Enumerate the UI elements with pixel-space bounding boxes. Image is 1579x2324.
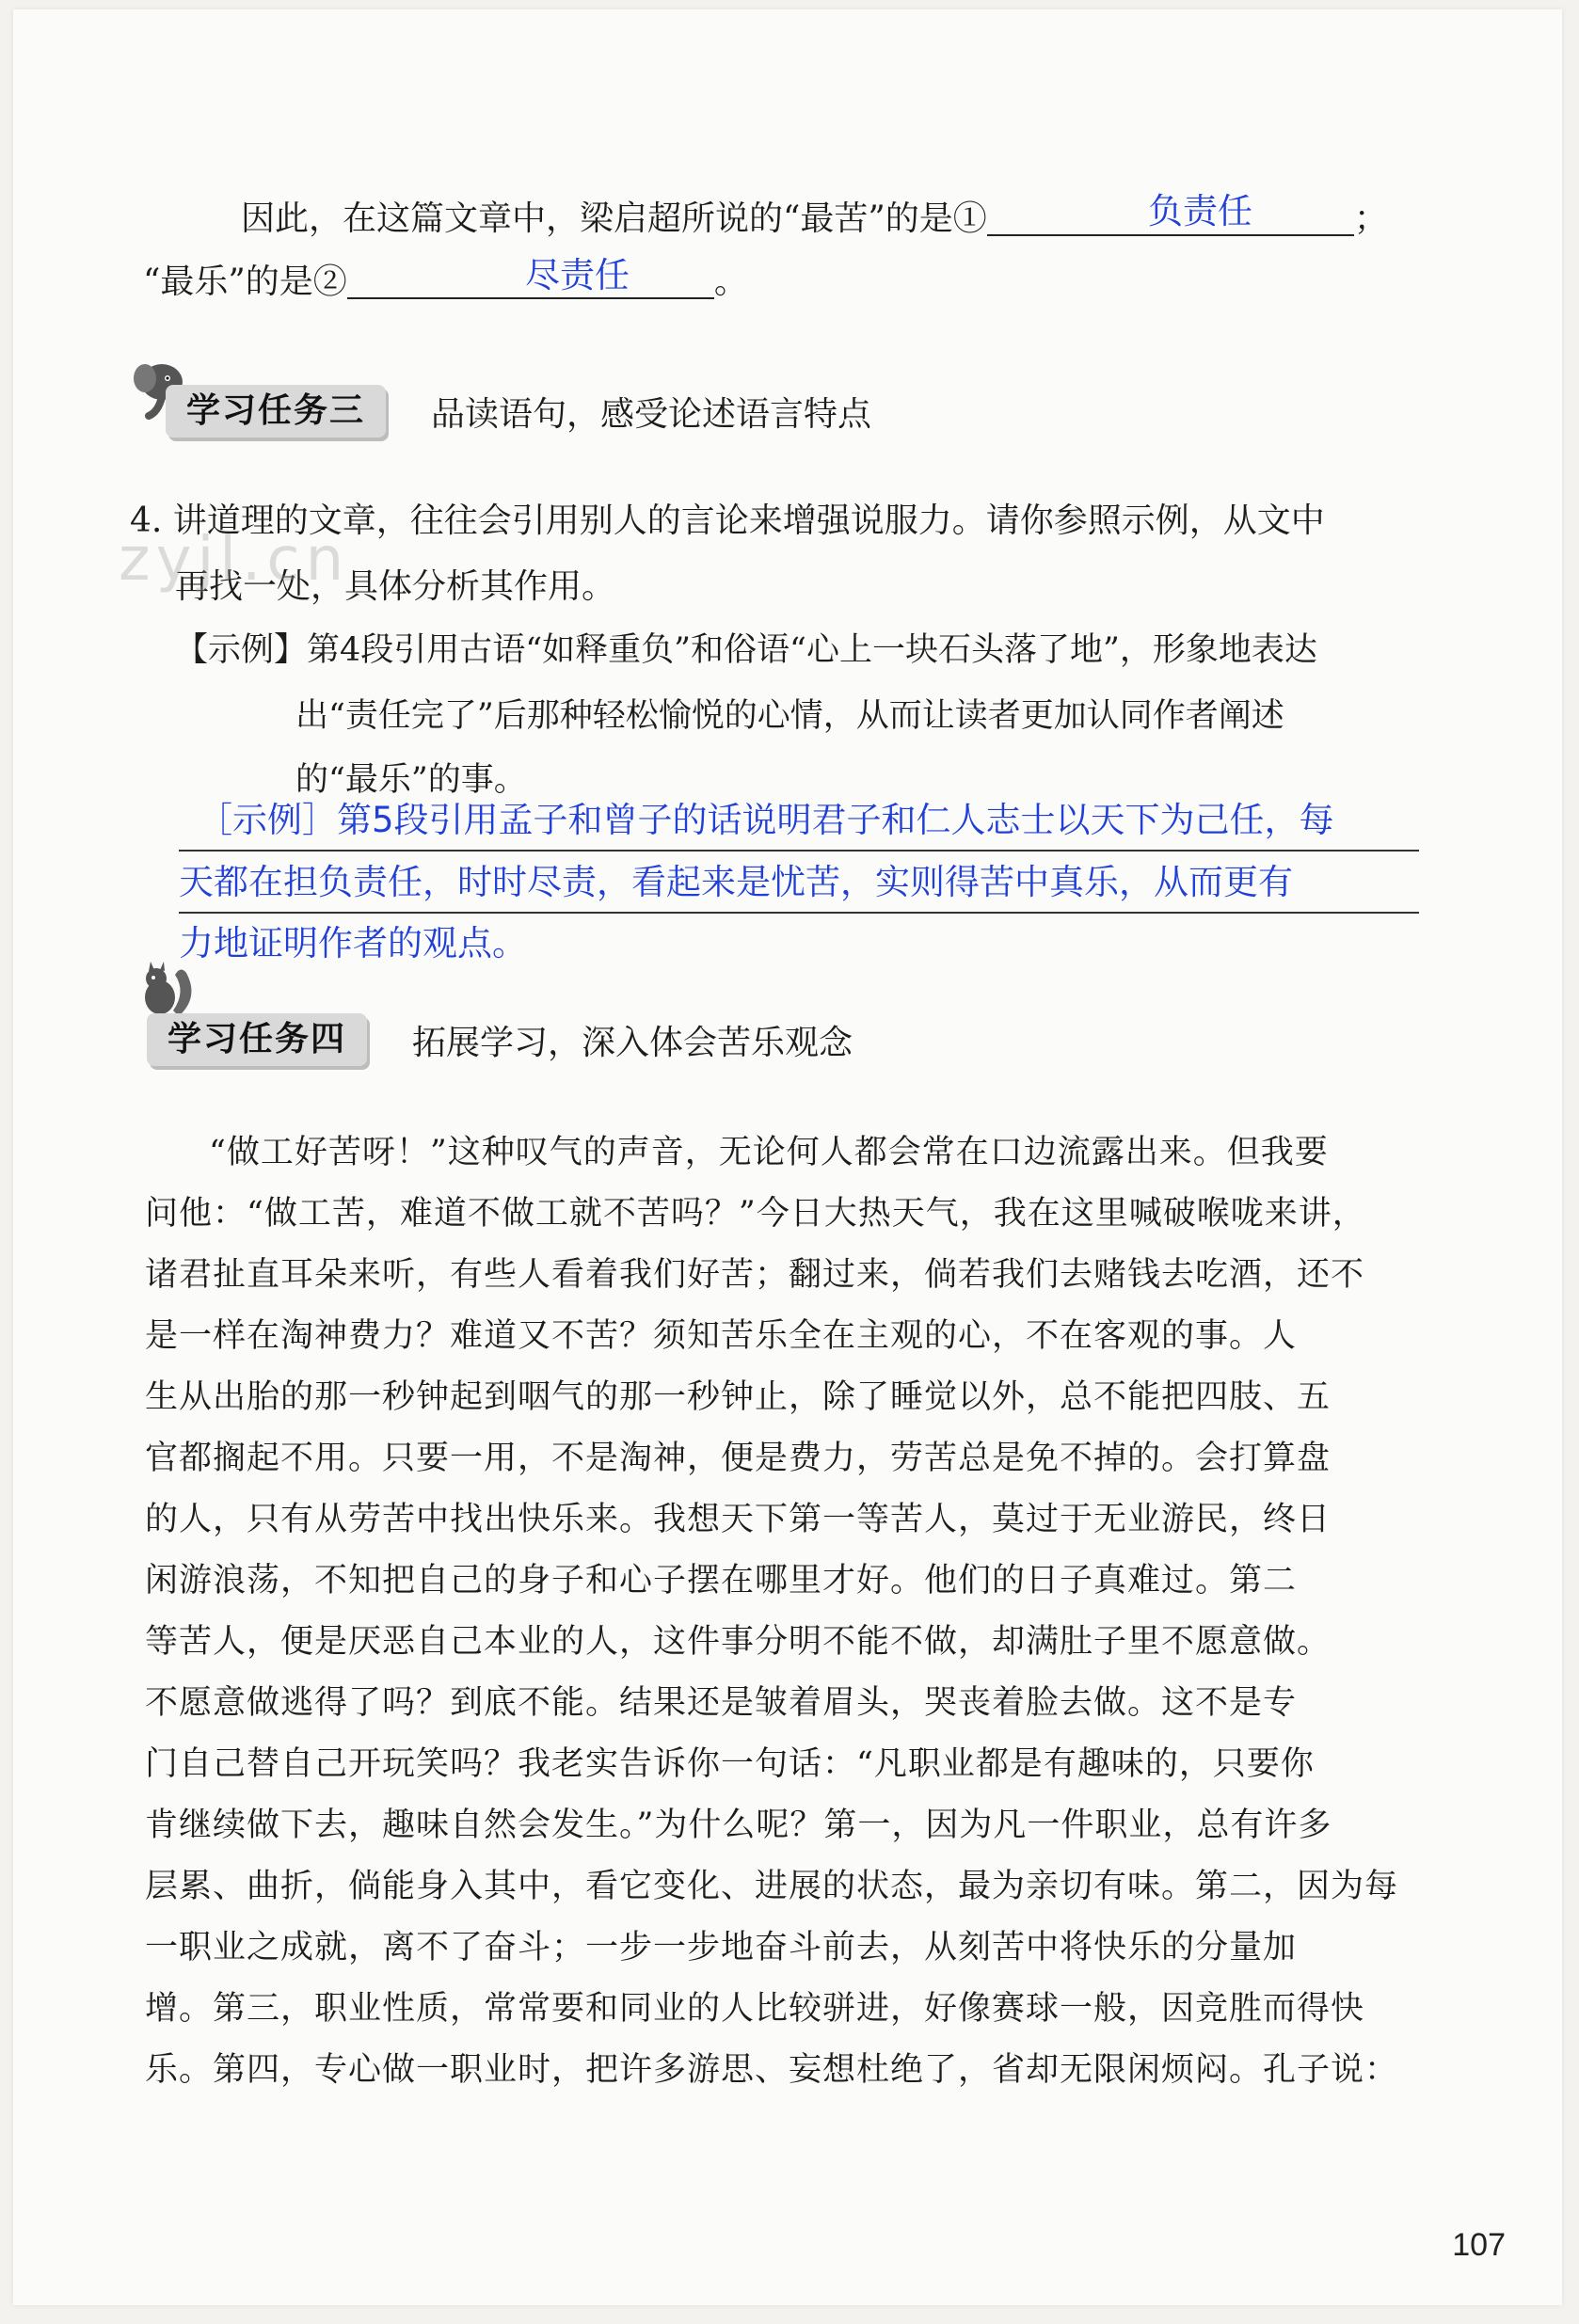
q4-line2: 再找一处，具体分析其作用。: [175, 567, 616, 606]
passage-line: 的人，只有从劳苦中找出快乐来。我想天下第一等苦人，莫过于无业游民，终日: [145, 1501, 1332, 1538]
passage-line: 乐。第四，专心做一职业时，把许多游思、妄想杜绝了，省却无限闲烦闷。孔子说：: [145, 2051, 1399, 2089]
passage-line: 门自己替自己开玩笑吗？我老实告诉你一句话：“凡职业都是有趣味的，只要你: [145, 1745, 1315, 1783]
task4-banner: [147, 1012, 853, 1067]
passage-line: 是一样在淘神费力？难道又不苦？须知苦乐全在主观的心，不在客观的事。人: [145, 1317, 1298, 1355]
q4-example-line1: 【示例】第4段引用古语“如释重负”和俗语“心上一块石头落了地”，形象地表达: [175, 631, 1317, 669]
task4-title: 拓展学习，深入体会苦乐观念: [412, 1023, 853, 1062]
passage-line: 一职业之成就，离不了奋斗；一步一步地奋斗前去，从刻苦中将快乐的分量加: [145, 1929, 1298, 1966]
passage-line: 增。第三，职业性质，常常要和同业的人比较骈进，好像赛球一般，因竞胜而得快: [145, 1990, 1365, 2028]
answer-rule-1: [179, 850, 1419, 852]
passage-line: 诸君扯直耳朵来听，有些人看着我们好苦；翻过来，倘若我们去赌钱去吃酒，还不: [145, 1256, 1365, 1294]
q4-example-line2: 出“责任完了”后那种轻松愉悦的心情，从而让读者更加认同作者阐述: [295, 697, 1284, 735]
workbook-page: [13, 9, 1562, 2305]
passage-line: 官都搁起不用。只要一用，不是淘神，便是费力，劳苦总是免不掉的。会打算盘: [145, 1440, 1332, 1477]
passage-line: “做工好苦呀！”这种叹气的声音，无论何人都会常在口边流露出来。但我要: [209, 1134, 1329, 1171]
page-number: 107: [1452, 2227, 1506, 2263]
passage-line: 层累、曲折，倘能身入其中，看它变化、进展的状态，最为亲切有味。第二，因为每: [145, 1868, 1399, 1905]
q3-semicolon: ；: [1353, 199, 1388, 238]
q4-example-line3: 的“最乐”的事。: [295, 761, 527, 799]
passage-line: 等苦人，便是厌恶自己本业的人，这件事分明不能不做，却满肚子里不愿意做。: [145, 1623, 1332, 1661]
watermark: zyjl.cn: [119, 525, 350, 595]
handwritten-answer-2: 尽责任: [525, 255, 630, 295]
passage-line: 闲游浪荡，不知把自己的身子和心子摆在哪里才好。他们的日子真难过。第二: [145, 1562, 1298, 1600]
task3-badge: 学习任务三: [166, 385, 386, 438]
passage-line: 生从出胎的那一秒钟起到咽气的那一秒钟止，除了睡觉以外，总不能把四肢、五: [145, 1378, 1332, 1416]
handwritten-answer-q4-line1: ［示例］第5段引用孟子和曾子的话说明君子和仁人志士以天下为己任，每: [198, 800, 1334, 840]
handwritten-answer-q4-line3: 力地证明作者的观点。: [179, 923, 527, 963]
q3-line2-prefix-text: “最乐”的是②: [143, 263, 347, 301]
handwritten-answer-q4-line2: 天都在担负责任，时时尽责，看起来是忧苦，实则得苦中真乐，从而更有: [179, 862, 1293, 902]
task3-title: 品读语句，感受论述语言特点: [431, 394, 872, 434]
handwritten-answer-1: 负责任: [1148, 191, 1252, 231]
passage-line: 问他：“做工苦，难道不做工就不苦吗？”今日大热天气，我在这里喊破喉咙来讲，: [145, 1195, 1366, 1233]
q3-answer-line2: [143, 265, 748, 299]
passage-line: 肯继续做下去，趣味自然会发生。”为什么呢？第一，因为凡一件职业，总有许多: [145, 1807, 1332, 1844]
q3-prefix-text: 因此，在这篇文章中，梁启超所说的“最苦”的是①: [241, 199, 987, 238]
answer-rule-2: [179, 912, 1419, 914]
q4-line1: 4. 讲道理的文章，往往会引用别人的言论来增强说服力。请你参照示例，从文中: [130, 501, 1325, 540]
task3-banner: [166, 384, 871, 438]
task4-badge: 学习任务四: [147, 1013, 367, 1066]
q3-line2-suffix: 。: [713, 263, 748, 301]
passage-line: 不愿意做逃得了吗？到底不能。结果还是皱着眉头，哭丧着脸去做。这不是专: [145, 1684, 1298, 1722]
